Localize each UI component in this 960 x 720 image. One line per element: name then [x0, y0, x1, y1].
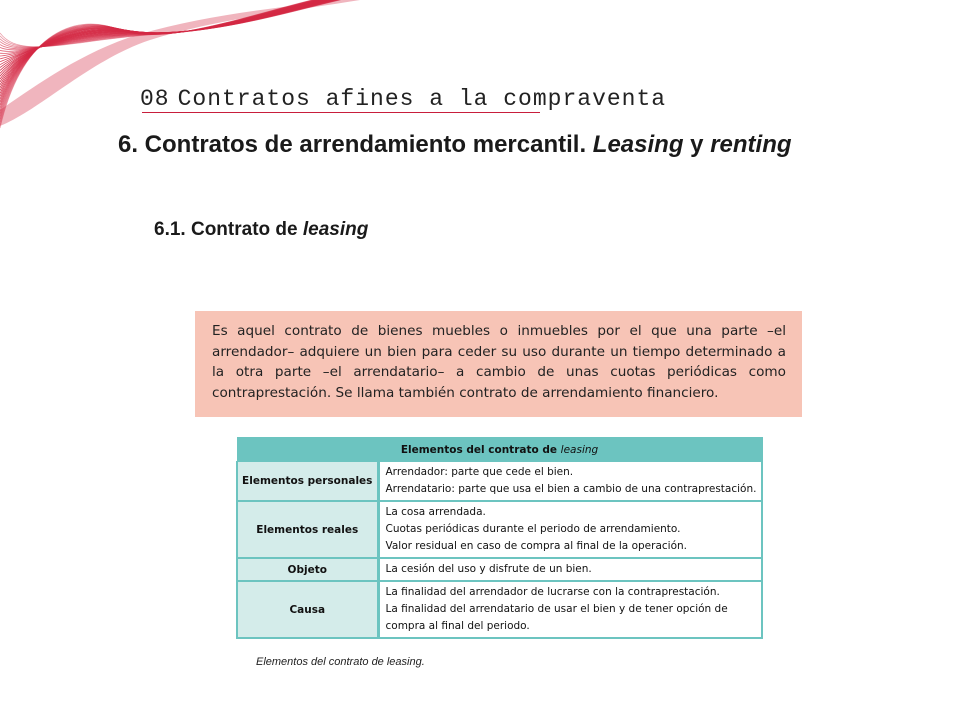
- section-title: [118, 128, 898, 162]
- definition-box: Es aquel contrato de bienes muebles o inmuebles por el que una parte –el arrendador– adquiere un bien para ceder su uso durante un tiempo determinado a la otra parte –el arrendatario– a cambio de unas cuotas periódicas como contraprestación. Se llama también contrato de arrendamiento financiero.: [195, 311, 802, 417]
- chapter-number: 08: [140, 86, 170, 112]
- table-header-italic: leasing: [560, 443, 599, 456]
- table-row: [237, 501, 762, 558]
- subsection-title-text: 6.1. Contrato de: [154, 219, 303, 240]
- subsection-title: [154, 219, 368, 241]
- table-row-description: [378, 462, 762, 502]
- chapter-title: Contratos afines a la compraventa: [177, 86, 667, 112]
- table-row-line: La cesión del uso y disfrute de un bien.: [385, 563, 592, 575]
- table-row: [237, 462, 762, 502]
- table-row-line: Arrendatario: parte que usa el bien a cambio de una contraprestación.: [385, 483, 757, 495]
- table-row: [237, 558, 762, 581]
- section-title-joiner: y: [683, 131, 711, 158]
- table-row: [237, 581, 762, 638]
- header-underline: [142, 112, 540, 113]
- table-row-line: La finalidad del arrendador de lucrarse con la contraprestación.: [385, 586, 720, 598]
- table-row-line: Cuotas periódicas durante el periodo de arrendamiento.: [385, 523, 681, 535]
- table-row-line: Valor residual en caso de compra al final de la operación.: [385, 540, 687, 552]
- table-row-description: [378, 581, 762, 638]
- table-row-line: Arrendador: parte que cede el bien.: [385, 466, 574, 478]
- table-row-category: Objeto: [237, 558, 378, 581]
- table-row-description: [378, 558, 762, 581]
- section-title-text: 6. Contratos de arrendamiento mercantil.: [118, 131, 593, 158]
- section-title-italic2: renting: [710, 131, 792, 158]
- table-row-category: Causa: [237, 581, 378, 638]
- elements-table: [236, 437, 763, 639]
- table-row-line: La cosa arrendada.: [385, 506, 486, 518]
- figure-caption: Elementos del contrato de leasing.: [256, 656, 425, 668]
- table-header-text: Elementos del contrato de: [400, 443, 561, 456]
- subsection-title-italic: leasing: [302, 219, 369, 240]
- chapter-header: [140, 86, 666, 112]
- table-header: [237, 438, 762, 462]
- table-row-category: Elementos reales: [237, 501, 378, 558]
- table-row-line: La finalidad del arrendatario de usar el bien y de tener opción de compra al final del periodo.: [385, 603, 728, 632]
- ribbon-line: [0, 0, 360, 67]
- section-title-italic: Leasing: [592, 131, 684, 158]
- table-row-category: Elementos personales: [237, 462, 378, 502]
- table-row-description: [378, 501, 762, 558]
